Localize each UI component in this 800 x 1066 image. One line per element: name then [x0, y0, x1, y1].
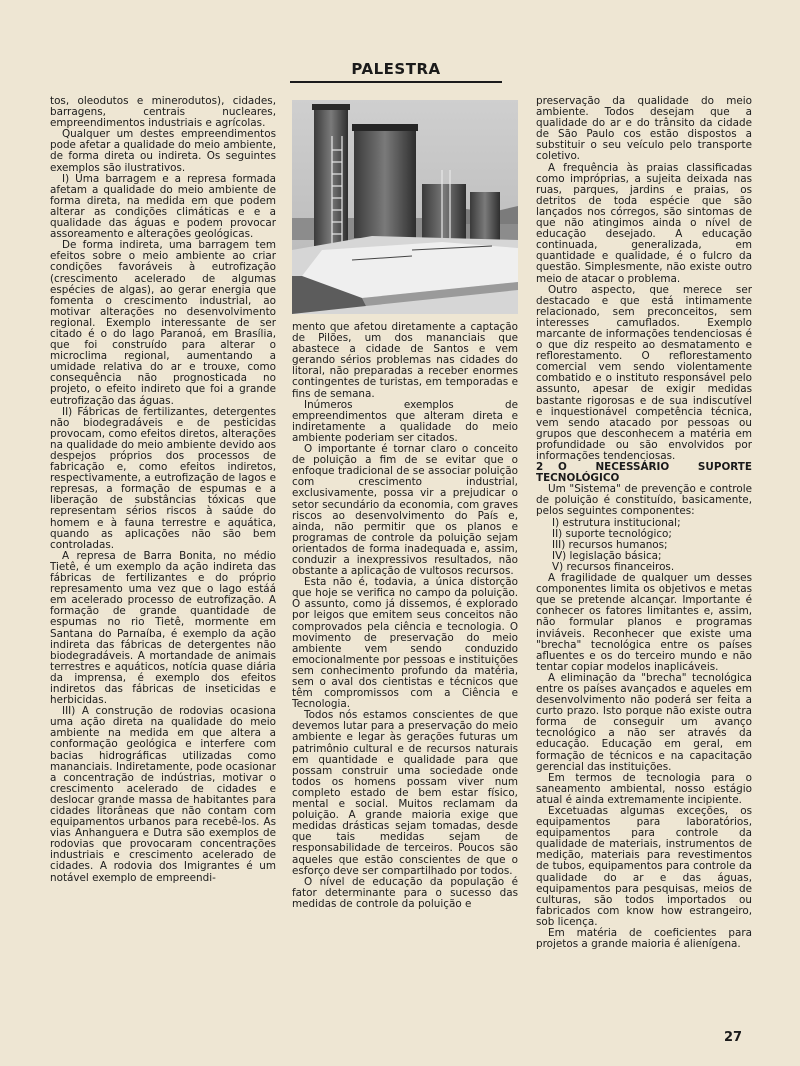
paragraph: tos, oleodutos e minerodutos), cidades, barragens, centrais nucleares, empreendimentos industriais e agrícolas. [50, 96, 276, 130]
components-list [536, 518, 752, 573]
paragraph: O importante é tornar claro o conceito de poluição a fim de se evitar que o enfoque tradicional de se associar poluição com crescimento industrial, exclusivamente, possa vir a prejudicar o setor secundário da economia, com graves riscos ao desenvolvimento do País e, ainda, não permitir que os planos e programas de controle da poluição sejam orientados de forma inadequada e, assim, conduzir a inexpressivos resultados, não obstante a aplicação de vultosos recursos. [292, 443, 518, 578]
paragraph: Esta não é, todavia, a única distorção que hoje se verifica no campo da poluição. O assunto, como já dissemos, é explorado por leigos que emitem seus conceitos não comprovados pela ciência e tecnologia. O movimento de preservação do meio ambiente vem sendo conduzido emocionalmente por pessoas e instituições sem conhecimento profundo da matéria, sem o aval dos cientistas e técnicos que têm compromissos com a Ciência e Tecnologia. [292, 576, 518, 711]
list-item: V) recursos financeiros. [552, 560, 675, 573]
paragraph: mento que afetou diretamente a captação de Pilões, um dos mananciais que abastece a cidade de Santos e vem gerando sérios problemas nas cidades do litoral, não preparadas a receber enormes contingentes de turistas, em temporadas e fins de semana. [292, 322, 518, 400]
right-column [536, 96, 752, 1030]
paragraph: preservação da qualidade do meio ambiente. Todos desejam que a qualidade do ar e do trânsito da cidade de São Paulo cos estão dispostos a substituir o seu veículo pelo transporte coletivo. [536, 96, 752, 163]
middle-column [292, 322, 518, 1030]
treatment-plant-photo [292, 100, 518, 314]
section-header: PALESTRA [290, 60, 502, 83]
paragraph: Excetuadas algumas exceções, os equipamentos para laboratórios, equipamentos para controle da qualidade de materiais, instrumentos de medição, materiais para revestimentos de tubos, equipamentos para controle da qualidade do ar e das águas, equipamentos para pesquisas, meios de culturas, são todos importados ou fabricados com know how estrangeiro, sob licença. [536, 805, 752, 928]
paragraph: III) A construção de rodovias ocasiona uma ação direta na qualidade do meio ambiente na medida em que altera a conformação geológica e interfere com bacias hidrográficas utilizadas como mananciais. Indiretamente, pode ocasionar a concentração de indústrias, motivar o crescimento acelerado de cidades e deslocar grande massa de habitantes para cidades litorâneas que não contam com equipamentos urbanos para recebê-los. As vias Anhanguera e Dutra são exemplos de rodovias que provocaram concentrações industriais e crescimento acelerado de cidades. A rodovia dos Imigrantes é um notável exemplo de empreendi- [50, 705, 276, 884]
paragraph: A eliminação da "brecha" tecnológica entre os países avançados e aqueles em desenvolvimento não poderá ser feita a curto prazo. Isto porque não existe outra forma de conseguir um avanço tecnológico a não ser através da educação. Educação em geral, em formação de técnicos e na capacitação gerencial das instituições. [536, 671, 752, 773]
section-number: 2 [536, 461, 544, 474]
paragraph: O nível de educação da população é fator determinante para o sucesso das medidas de controle da poluição e [292, 875, 518, 910]
left-column [50, 96, 276, 1030]
paragraph: Inúmeros exemplos de empreendimentos que alteram direta e indiretamente a qualidade do meio ambiente poderiam ser citados. [292, 398, 518, 444]
paragraph: A frequência às praias classificadas como impróprias, a sujeita deixada nas ruas, parques, jardins e praias, os detritos de toda espécie que são lançados nos córregos, são sintomas de que não atingimos ainda o nível de educação desejado. A educação continuada, generalizada, em quantidade e qualidade, é o fulcro da questão. Simplesmente, não existe outro meio de atacar o problema. [536, 161, 752, 285]
paragraph: Em matéria de coeficientes para projetos a grande maioria é alienígena. [536, 927, 752, 951]
paragraph: Um "Sistema" de prevenção e controle de poluição é constituído, basicamente, pelos seguintes componentes: [536, 483, 752, 518]
list-item: III) recursos humanos; [552, 538, 668, 551]
paragraph: Em termos de tecnologia para o saneamento ambiental, nosso estágio atual é ainda extremamente incipiente. [536, 771, 752, 806]
paragraph: Qualquer um destes empreendimentos pode afetar a qualidade do meio ambiente, de forma direta ou indireta. Os seguintes exemplos são ilustrativos. [50, 128, 276, 174]
page-number: 27 [724, 1030, 743, 1045]
paragraph: Outro aspecto, que merece ser destacado e que está intimamente relacionado, sem preconceitos, sem interesses camuflados. Exemplo marcante de informações tendenciosas é o que diz respeito ao desmatamento e reflorestamento. O reflorestamento comercial vem sendo violentamente combatido e o instituto responsável pelo assunto, apesar de exigir medidas bastante rigorosas e de sua indiscutível e inquestionável competência técnica, vem sendo atacado por pessoas ou grupos que desconhecem a matéria em profundidade ou são envolvidos por informações tendenciosas. [536, 283, 752, 462]
list-item: IV) legislação básica; [552, 549, 662, 562]
paragraph: I) Uma barragem e a represa formada afetam a qualidade do meio ambiente de forma direta, na medida em que podem alterar as condições climáticas e e a qualidade das águas e podem provocar assoreamento e alterações geológicas. [50, 172, 276, 241]
paragraph: A fragilidade de qualquer um desses componentes limita os objetivos e metas que se pretende alcançar. Importante é conhecer os fatores limitantes e, assim, não formular planos e programas inviáveis. Reconhecer que existe uma "brecha" tecnológica entre os países afluentes e os do terceiro mundo e não tentar copiar modelos inaplicáveis. [536, 572, 752, 673]
list-item: II) suporte tecnológico; [552, 527, 672, 540]
paragraph: De forma indireta, uma barragem tem efeitos sobre o meio ambiente ao criar condições favoráveis à eutrofização (crescimento acelerado de algumas espécies de algas), ao gerar energia que fomenta o crescimento industrial, ao motivar alterações no desenvolvimento regional. Exemplo interessante de ser citado é o do lago Paranoá, em Brasília, que foi construído para alterar o microclima regional, aumentando a umidade relativa do ar e trouxe, como consequência não prognosticada no projeto, o efeito indireto que foi a grande eutrofização das águas. [50, 239, 276, 407]
list-item: I) estrutura institucional; [552, 516, 681, 529]
section-heading-text: O NECESSÁRIO SUPORTE TECNOLÓGICO [536, 461, 752, 485]
paragraph: II) Fábricas de fertilizantes, detergentes não biodegradáveis e de pesticidas provocam, como efeitos diretos, alterações na qualidade do meio ambiente devido aos despejos próprios dos processos de fabricação e, como efeitos indiretos, respectivamente, a eutrofização de lagos e represas, a formação de espumas e a liberação de substâncias tóxicas que representam sérios riscos à saúde do homem e à fauna terrestre e aquática, quando as aplicações não são bem controladas. [50, 405, 276, 551]
section-heading [536, 462, 752, 484]
paragraph: A represa de Barra Bonita, no médio Tietê, é um exemplo da ação indireta das fábricas de fertilizantes e do próprio represamento uma vez que o lago estáá em acelerado processo de eutrofização. A formação de grande quantidade de espumas no rio Tietê, mormente em Santana do Parnaíba, é exemplo da ação indireta das fábricas de detergentes não biodegradáveis. A mortandade de animais terrestres e aquáticos, notícia quase diária da imprensa, é exemplo dos efeitos indiretos das fábricas de inseticidas e herbicidas. [50, 549, 276, 707]
paragraph: Todos nós estamos conscientes de que devemos lutar para a preservação do meio ambiente e legar às gerações futuras um patrimônio cultural e de recursos naturais em quantidade e qualidade para que possam construir uma sociedade onde todos os homens possam viver num completo estado de bem estar físico, mental e social. Muitos reclamam da poluição. A grande maioria exige que medidas drásticas sejam tomadas, desde que tais medidas sejam de responsabilidade de terceiros. Poucos são aqueles que estão conscientes de que o esforço deve ser compartilhado por todos. [292, 709, 518, 877]
